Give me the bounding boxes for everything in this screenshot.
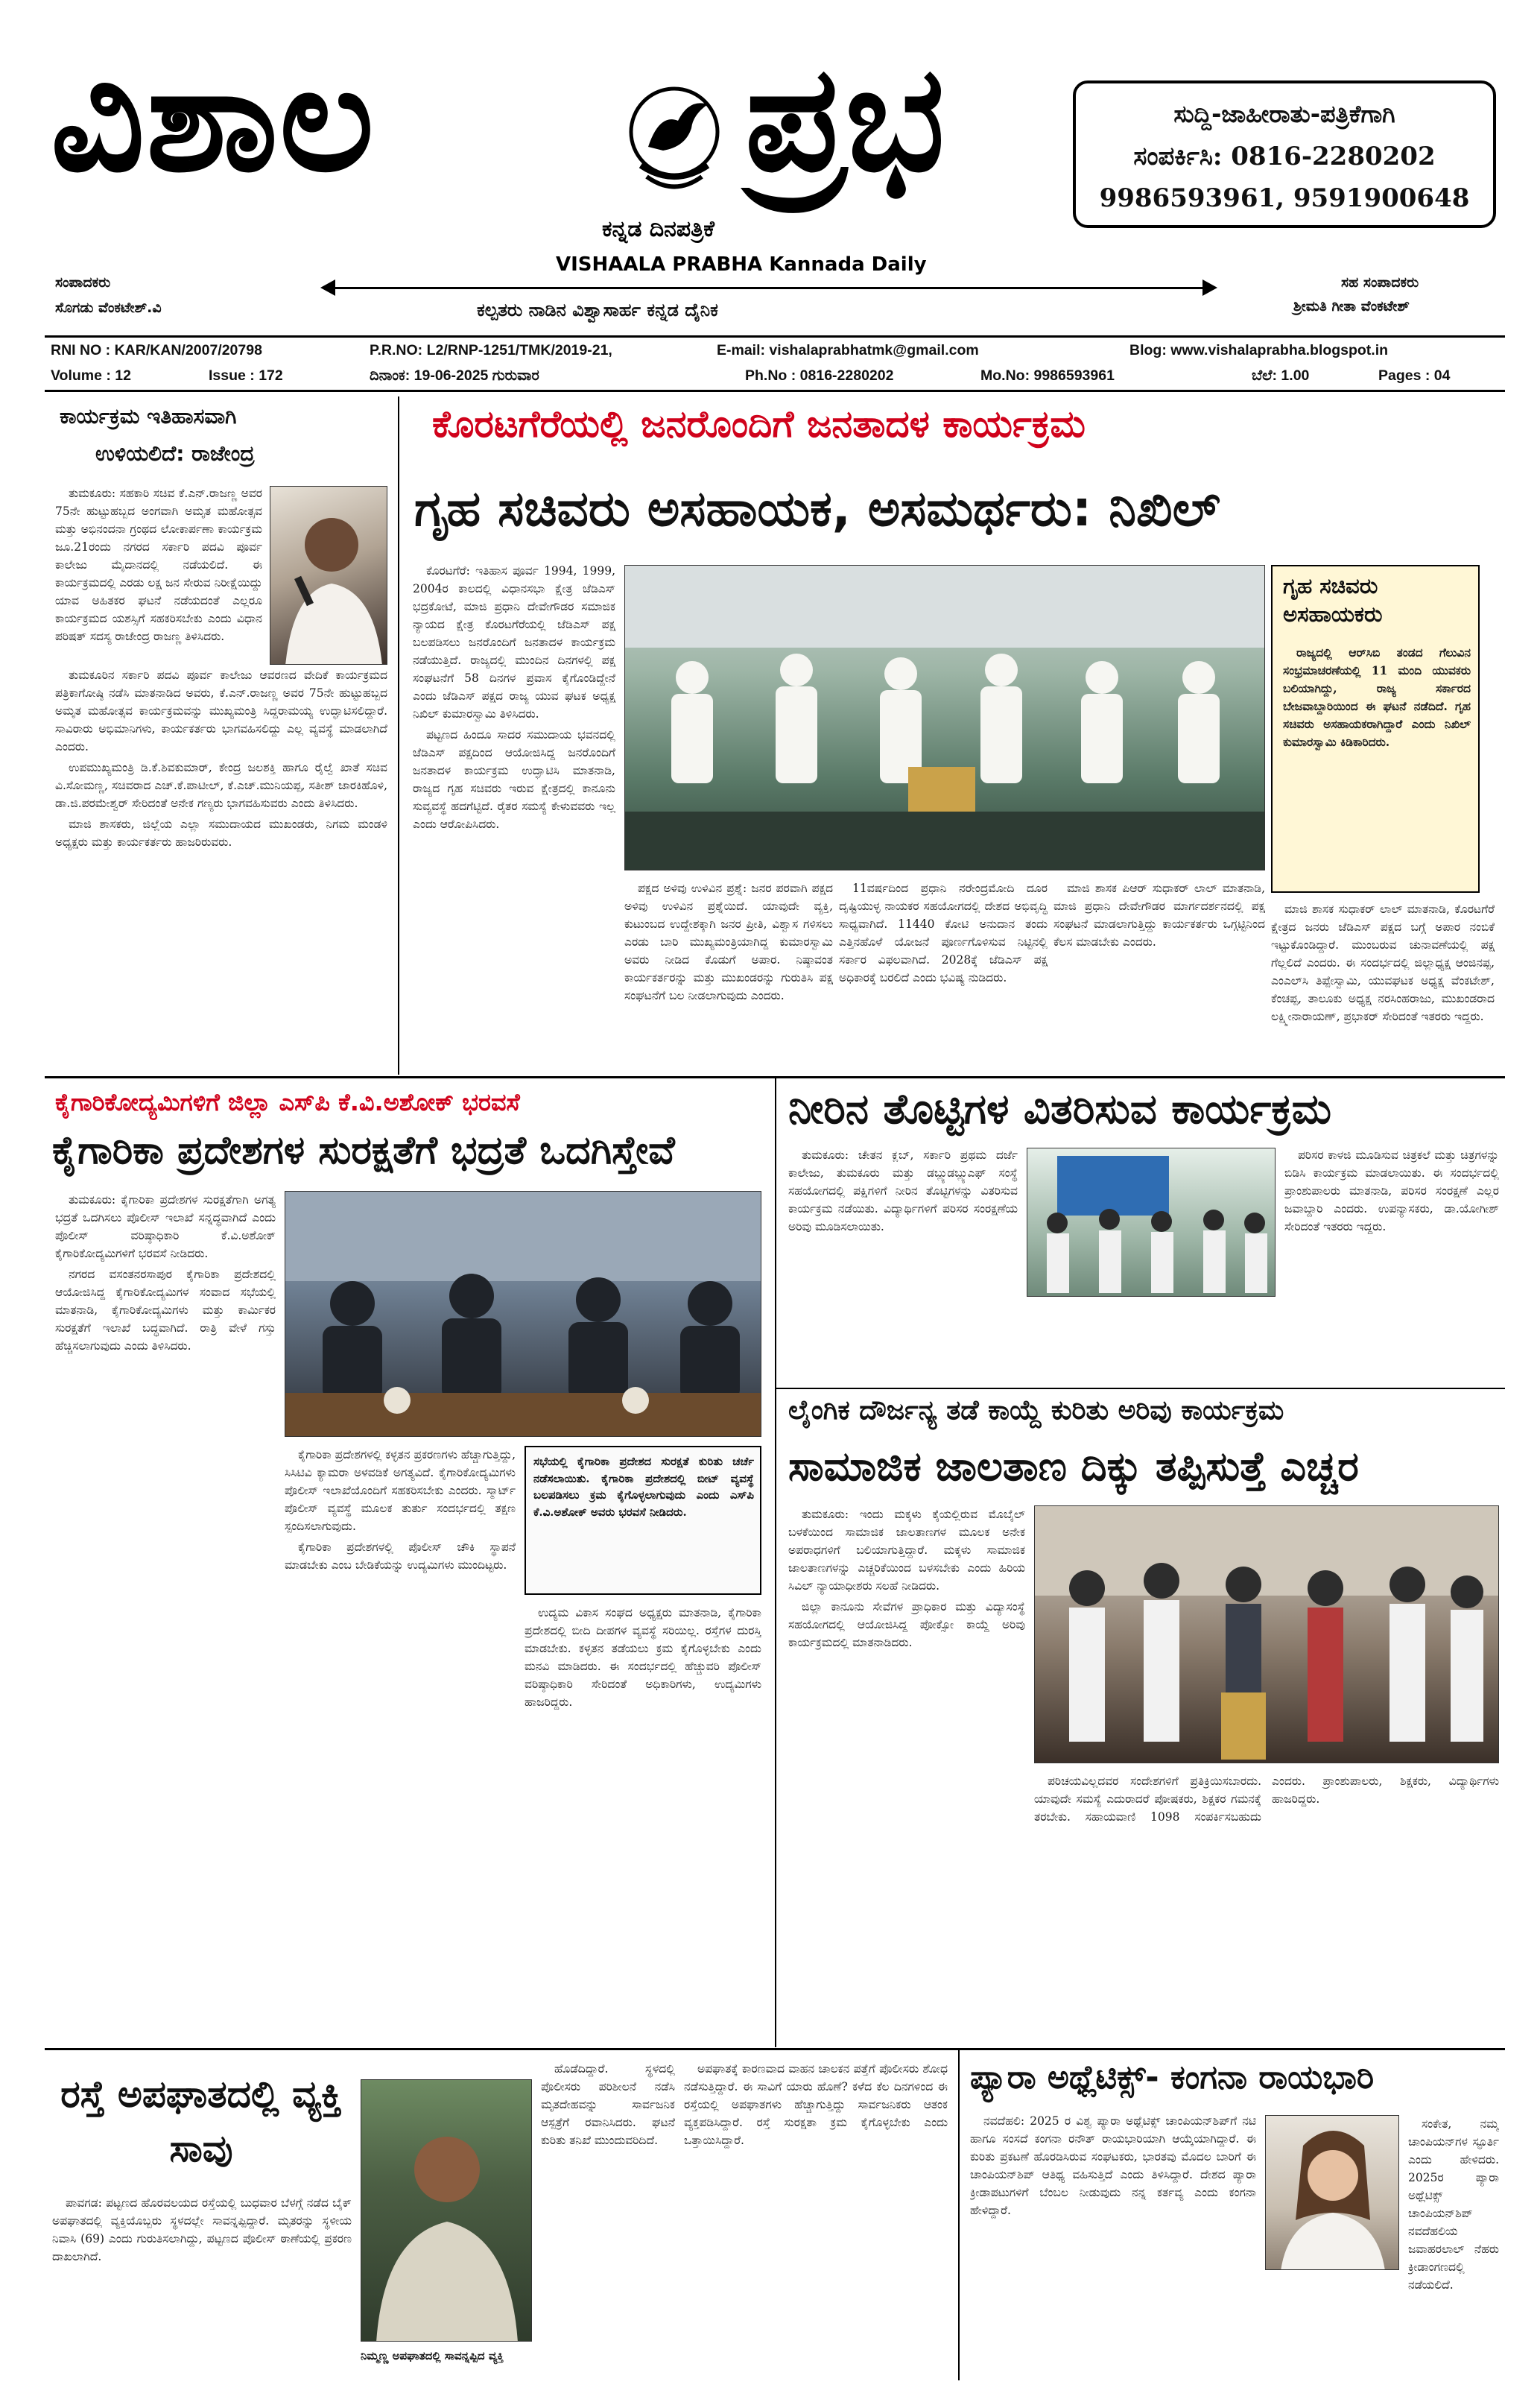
volume: Volume : 12 bbox=[51, 367, 132, 384]
top-story-col-2-p1: ಪಕ್ಷದ ಅಳಿವು ಉಳಿವಿನ ಪ್ರಶ್ನೆ: ಜನರ ಪರವಾಗಿ ಪಕ್ಷದ ಅಳಿವು ಉಳಿವಿನ ಪ್ರಶ್ನೆಯಿದೆ. ಯಾವುದೇ ವ್ಯಕ್ತಿ, ಕುಟುಂಬದ ಉದ್ದೇಶಕ್ಕಾಗಿ ಜನರ ಪ್ರೀತಿ, ವಿಶ್ವಾಸ ಗಳಿಸಲು ಎರಡು ಬಾರಿ ಮುಖ್ಯಮಂತ್ರಿಯಾಗಿದ್ದ ಕುಮಾರಸ್ವಾಮಿ ಅವರು ನೀಡಿದ ಕೊಡುಗೆ ಅಪಾರ. ನಿಷ್ಠಾವಂತ ಕಾರ್ಯಕರ್ತರನ್ನು ಮತ್ತು ಮುಖಂಡರನ್ನು ಗುರುತಿಸಿ ಪಕ್ಷ ಸಂಘಟನೆಗೆ ಬಲ ನೀಡಲಾಗುವುದು ಎಂದರು. bbox=[624, 882, 833, 1003]
top-story-col-1-p2: ಪಟ್ಟಣದ ಹಿಂದೂ ಸಾದರ ಸಮುದಾಯ ಭವನದಲ್ಲಿ ಜೆಡಿಎಸ್ ಪಕ್ಷದಿಂದ ಆಯೋಜಿಸಿದ್ದ ಜನರೊಂದಿಗೆ ಜನತಾದಳ ಕಾರ್ಯಕ್ರಮ ಉದ್ಘಾಟಿಸಿ ಮಾತನಾಡಿ, ರಾಜ್ಯದ ಗೃಹ ಸಚಿವರು ಇರುವ ಕ್ಷೇತ್ರದಲ್ಲಿ ಕಾನೂನು ಸುವ್ಯವಸ್ಥೆ ಹದಗೆಟ್ಟಿದೆ. ರೈತರ ಸಮಸ್ಯೆ ಕೇಳುವವರು ಇಲ್ಲ ಎಂದು ಆರೋಪಿಸಿದರು. bbox=[413, 728, 615, 832]
phone: Ph.No : 0816-2280202 bbox=[745, 367, 894, 384]
pr-number: P.R.NO: L2/RNP-1251/TMK/2019-21, bbox=[370, 342, 612, 358]
sports-body-text: ನವದೆಹಲಿ: 2025 ರ ವಿಶ್ವ ಪ್ಯಾರಾ ಅಥ್ಲೆಟಿಕ್ಸ್ ಚಾಂಪಿಯನ್‌ಶಿಪ್‌ಗೆ ನಟಿ ಹಾಗೂ ಸಂಸದೆ ಕಂಗನಾ ರನೌತ್ ರಾಯಭಾರಿಯಾಗಿ ಆಯ್ಕೆಯಾಗಿದ್ದಾರೆ. ಈ ಕುರಿತು ಪ್ರಕಟಣೆ ಹೊರಡಿಸಿರುವ ಸಂಘಟಕರು, ಭಾರತವು ಮೊದಲ ಬಾರಿಗೆ ಈ ಚಾಂಪಿಯನ್‌ಶಿಪ್ ಆತಿಥ್ಯ ವಹಿಸುತ್ತಿದೆ ಎಂದು ತಿಳಿಸಿದ್ದಾರೆ. ದೇಶದ ಪ್ಯಾರಾ ಕ್ರೀಡಾಪಟುಗಳಿಗೆ ಬೆಂಬಲ ನೀಡುವುದು ನನ್ನ ಕರ್ತವ್ಯ ಎಂದು ಕಂಗನಾ ಹೇಳಿದ್ದಾರೆ. bbox=[970, 2114, 1256, 2218]
industry-story bbox=[45, 1082, 771, 2044]
water-story bbox=[781, 1082, 1505, 1380]
industry-col-2-p1: ಕೈಗಾರಿಕಾ ಪ್ರದೇಶಗಳಲ್ಲಿ ಕಳ್ಳತನ ಪ್ರಕರಣಗಳು ಹೆಚ್ಚಾಗುತ್ತಿದ್ದು, ಸಿಸಿಟಿವಿ ಕ್ಯಾಮರಾ ಅಳವಡಿಕೆ ಅಗತ್ಯವಿದೆ. ಕೈಗಾರಿಕೋದ್ಯಮಿಗಳು ಪೊಲೀಸ್ ಇಲಾಖೆಯೊಂದಿಗೆ ಸಹಕರಿಸಬೇಕು ಎಂದರು. ಸ್ಮಾರ್ಟ್ ಪೊಲೀಸ್ ವ್ಯವಸ್ಥೆ ಮೂಲಕ ತುರ್ತು ಸಂದರ್ಭದಲ್ಲಿ ತಕ್ಷಣ ಸ್ಪಂದಿಸಲಾಗುವುದು. bbox=[285, 1448, 516, 1534]
ad-line-3: 9986593961, 9591900648 bbox=[1099, 183, 1470, 213]
dove-logo bbox=[618, 69, 730, 210]
sports-story bbox=[963, 2052, 1505, 2380]
industry-caption-box bbox=[525, 1446, 761, 1595]
left-story-body-2: ತುಮಕೂರಿನ ಸರ್ಕಾರಿ ಪದವಿ ಪೂರ್ವ ಕಾಲೇಜು ಆವರಣದ ವೇದಿಕೆ ಕಾರ್ಯಕ್ರಮದ ಪತ್ರಿಕಾಗೋಷ್ಠಿ ನಡೆಸಿ ಮಾತನಾಡಿದ ಅವರು, ಕೆ.ಎನ್.ರಾಜಣ್ಣ ಅವರ 75ನೇ ಹುಟ್ಟುಹಬ್ಬದ ಅಮೃತ ಮಹೋತ್ಸವ ಕಾರ್ಯಕ್ರಮವನ್ನು ಮುಖ್ಯಮಂತ್ರಿ ಸಿದ್ದರಾಮಯ್ಯ ಉದ್ಘಾಟಿಸಲಿದ್ದಾರೆ. ಸಾವಿರಾರು ಅಭಿಮಾನಿಗಳು, ಕಾರ್ಯಕರ್ತರು ಭಾಗವಹಿಸಲಿದ್ದು ಎಲ್ಲ ವ್ಯವಸ್ಥೆ ಮಾಡಲಾಗಿದೆ ಎಂದರು. bbox=[55, 669, 387, 754]
left-story-body-3: ಉಪಮುಖ್ಯಮಂತ್ರಿ ಡಿ.ಕೆ.ಶಿವಕುಮಾರ್, ಕೇಂದ್ರ ಜಲಶಕ್ತಿ ಹಾಗೂ ರೈಲ್ವೆ ಖಾತೆ ಸಚಿವ ವಿ.ಸೋಮಣ್ಣ, ಸಚಿವರಾದ ಎಚ್.ಕೆ.ಪಾಟೀಲ್, ಕೆ.ಎಚ್.ಮುನಿಯಪ್ಪ, ಸತೀಶ್ ಜಾರಕಿಹೊಳಿ, ಡಾ.ಜಿ.ಪರಮೇಶ್ವರ್ ಸೇರಿದಂತೆ ಅನೇಕ ಗಣ್ಯರು ಭಾಗವಹಿಸುವರು ಎಂದು ತಿಳಿಸಿದರು. bbox=[55, 761, 387, 811]
awareness-kicker: ಲೈಂಗಿಕ ದೌರ್ಜನ್ಯ ತಡೆ ಕಾಯ್ದೆ ಕುರಿತು ಅರಿವು ಕಾರ್ಯಕ್ರಮ bbox=[788, 1395, 1284, 1426]
accident-side bbox=[541, 2060, 675, 2342]
info-bar bbox=[45, 335, 1505, 392]
top-story-col-4-p1: ಮಾಜಿ ಶಾಸಕ ಸುಧಾಕರ್ ಲಾಲ್ ಮಾತನಾಡಿ, ಕೊರಟಗೆರೆ ಕ್ಷೇತ್ರದ ಜನರು ಜೆಡಿಎಸ್ ಪಕ್ಷದ ಬಗ್ಗೆ ಅಪಾರ ನಂಬಿಕೆ ಇಟ್ಟುಕೊಂಡಿದ್ದಾರೆ. ಮುಂಬರುವ ಚುನಾವಣೆಯಲ್ಲಿ ಪಕ್ಷ ಗೆಲ್ಲಲಿದೆ ಎಂದರು. ಈ ಸಂದರ್ಭದಲ್ಲಿ ಜಿಲ್ಲಾಧ್ಯಕ್ಷ ಆಂಜಿನಪ್ಪ, ಎಂಎಲ್‌ಸಿ ತಿಪ್ಪೇಸ್ವಾಮಿ, ಯುವಘಟಕ ಅಧ್ಯಕ್ಷ ವೆಂಕಟೇಶ್, ಕೆಂಚಪ್ಪ, ತಾಲೂಕು ಅಧ್ಯಕ್ಷ ನರಸಿಂಹರಾಜು, ಮುಖಂಡರಾದ ಲಕ್ಷ್ಮೀನಾರಾಯಣ್, ಪ್ರಭಾಕರ್ ಸೇರಿದಂತೆ ಇತರರು ಇದ್ದರು. bbox=[1271, 903, 1495, 1024]
coeditor-label: ಸಹ ಸಂಪಾದಕರು bbox=[1341, 274, 1419, 291]
awareness-col-2-p1: ಪರಿಚಯವಿಲ್ಲದವರ ಸಂದೇಶಗಳಿಗೆ ಪ್ರತಿಕ್ರಿಯಿಸಬಾರದು. ಯಾವುದೇ ಸಮಸ್ಯೆ ಎದುರಾದರೆ ಪೋಷಕರು, ಶಿಕ್ಷಕರ ಗಮನಕ್ಕೆ ತರಬೇಕು. ಸಹಾಯವಾಣಿ 1098 ಸಂಪರ್ಕಿಸಬಹುದು ಎಂದರು. ಪ್ರಾಂಶುಪಾಲರು, ಶಿಕ್ಷಕರು, ವಿದ್ಯಾರ್ಥಿಗಳು ಹಾಜರಿದ್ದರು. bbox=[1034, 1774, 1499, 1824]
awareness-headline: ಸಾಮಾಜಿಕ ಜಾಲತಾಣ ದಿಕ್ಕು ತಪ್ಪಿಸುತ್ತೆ ಎಚ್ಚರ bbox=[788, 1443, 1359, 1490]
left-story-head-2: ಉಳಿಯಲಿದೆ: ರಾಜೇಂದ್ರ bbox=[95, 441, 255, 466]
sports-headline: ಪ್ಯಾರಾ ಅಥ್ಲೆಟಿಕ್ಸ್- ಕಂಗನಾ ರಾಯಭಾರಿ bbox=[970, 2058, 1375, 2096]
water-headline: ನೀರಿನ ತೊಟ್ಟಿಗಳ ವಿತರಿಸುವ ಕಾರ್ಯಕ್ರಮ bbox=[788, 1085, 1332, 1134]
accident-caption: ನಿಮ್ಮಣ್ಣ ಅಪಘಾತದಲ್ಲಿ ಸಾವನ್ನಪ್ಪಿದ ವ್ಯಕ್ತಿ bbox=[361, 2349, 504, 2362]
date: ದಿನಾಂಕ: 19-06-2025 ಗುರುವಾರ bbox=[370, 367, 539, 384]
mobile: Mo.No: 9986593961 bbox=[980, 367, 1115, 384]
industry-caption: ಸಭೆಯಲ್ಲಿ ಕೈಗಾರಿಕಾ ಪ್ರದೇಶದ ಸುರಕ್ಷತೆ ಕುರಿತು ಚರ್ಚೆ ನಡೆಸಲಾಯಿತು. ಕೈಗಾರಿಕಾ ಪ್ರದೇಶದಲ್ಲಿ ಬೀಟ್ ವ್ಯವಸ್ಥೆ ಬಲಪಡಿಸಲು ಕ್ರಮ ಕೈಗೊಳ್ಳಲಾಗುವುದು ಎಂದು ಎಸ್‌ಪಿ ಕೆ.ವಿ.ಅಶೋಕ್ ಅವರು ಭರವಸೆ ನೀಡಿದರು. bbox=[533, 1455, 754, 1519]
water-col-2 bbox=[1284, 1146, 1499, 1376]
top-story-headline: ಗೃಹ ಸಚಿವರು ಅಸಹಾಯಕ, ಅಸಮರ್ಥರು: ನಿಖಿಲ್ bbox=[414, 480, 1220, 537]
top-story-col-1-p1: ಕೊರಟಗೆರೆ: ಇತಿಹಾಸ ಪೂರ್ವ 1994, 1999, 2004ರ ಕಾಲದಲ್ಲಿ ವಿಧಾನಸಭಾ ಕ್ಷೇತ್ರ ಜೆಡಿಎಸ್ ಭದ್ರಕೋಟೆ, ಮಾಜಿ ಪ್ರಧಾನಿ ದೇವೇಗೌಡರ ಸಮಾಜಿಕ ನ್ಯಾಯದ ಕ್ಷೇತ್ರ ಕೊರಟಗೆರೆಯಲ್ಲಿ ಜೆಡಿಎಸ್ ಪಕ್ಷ ಬಲಪಡಿಸಲು ಜನರೊಂದಿಗೆ ಜನತಾದಳ ಕಾರ್ಯಕ್ರಮ ನಡೆಯುತ್ತಿದೆ. ರಾಜ್ಯದಲ್ಲಿ ಮುಂದಿನ ದಿನಗಳಲ್ಲಿ ಪಕ್ಷ ಸಂಘಟನೆಗೆ 58 ದಿನಗಳ ಪ್ರವಾಸ ಕೈಗೊಂಡಿದ್ದೇನೆ ಎಂದು ಜೆಡಿಎಸ್ ಪಕ್ಷದ ರಾಜ್ಯ ಯುವ ಘಟಕ ಅಧ್ಯಕ್ಷ ನಿಖಿಲ್ ಕುಮಾರಸ್ವಾಮಿ ತಿಳಿಸಿದರು. bbox=[413, 564, 615, 721]
awareness-col-1-p1: ತುಮಕೂರು: ಇಂದು ಮಕ್ಕಳು ಕೈಯಲ್ಲಿರುವ ಮೊಬೈಲ್ ಬಳಕೆಯಿಂದ ಸಾಮಾಜಿಕ ಜಾಲತಾಣಗಳ ಮೂಲಕ ಅನೇಕ ಅಪರಾಧಗಳಿಗೆ ಬಲಿಯಾಗುತ್ತಿದ್ದಾರೆ. ಮಕ್ಕಳು ಸಾಮಾಜಿಕ ಜಾಲತಾಣಗಳನ್ನು ಎಚ್ಚರಿಕೆಯಿಂದ ಬಳಸಬೇಕು ಎಂದು ಹಿರಿಯ ಸಿವಿಲ್ ನ್ಯಾಯಾಧೀಶರು ಸಲಹೆ ನೀಡಿದರು. bbox=[788, 1508, 1025, 1593]
left-story bbox=[45, 396, 395, 1075]
tagline-arrow-left bbox=[320, 279, 335, 296]
top-story-kicker: ಕೊರಟಗೆರೆಯಲ್ಲಿ ಜನರೊಂದಿಗೆ ಜನತಾದಳ ಕಾರ್ಯಕ್ರಮ bbox=[432, 402, 1086, 446]
top-story bbox=[402, 396, 1505, 1075]
awareness-story bbox=[781, 1394, 1505, 2044]
industry-headline: ಕೈಗಾರಿಕಾ ಪ್ರದೇಶಗಳ ಸುರಕ್ಷತೆಗೆ ಭದ್ರತೆ ಒದಗಿಸ್ತೇವೆ bbox=[52, 1128, 675, 1173]
email: E-mail: vishalaprabhatmk@gmail.com bbox=[717, 342, 979, 358]
top-story-col-4 bbox=[1271, 900, 1495, 1069]
left-column-divider bbox=[398, 396, 399, 1075]
editor-label: ಸಂಪಾದಕರು bbox=[55, 274, 111, 291]
industry-photo bbox=[285, 1191, 761, 1437]
rajendra-photo bbox=[270, 486, 387, 665]
editor-name: ಸೊಗಡು ವೆಂಕಟೇಶ್.ವಿ bbox=[55, 300, 162, 316]
industry-col-3 bbox=[525, 1604, 761, 2035]
top-story-photo bbox=[624, 565, 1265, 870]
accident-col-3 bbox=[684, 2060, 948, 2376]
water-col-1-p1: ತುಮಕೂರು: ಚೇತನ ಕ್ಲಬ್, ಸರ್ಕಾರಿ ಪ್ರಥಮ ದರ್ಜೆ ಕಾಲೇಜು, ತುಮಕೂರು ಮತ್ತು ಡಬ್ಲ್ಯುಡಬ್ಲ್ಯುಎಫ್ ಸಂಸ್ಥೆ ಸಹಯೋಗದಲ್ಲಿ ಪಕ್ಷಿಗಳಿಗೆ ನೀರಿನ ತೊಟ್ಟಿಗಳನ್ನು ವಿತರಿಸುವ ಕಾರ್ಯಕ್ರಮ ನಡೆಯಿತು. ವಿದ್ಯಾರ್ಥಿಗಳಿಗೆ ಪರಿಸರ ಸಂರಕ್ಷಣೆಯ ಅರಿವು ಮೂಡಿಸಲಾಯಿತು. bbox=[788, 1148, 1018, 1234]
masthead-subtitle-kn: ಕನ್ನಡ ದಿನಪತ್ರಿಕೆ bbox=[602, 216, 714, 242]
mid-column-divider bbox=[775, 1078, 776, 2047]
accident-col-3-text: ಅಪಘಾತಕ್ಕೆ ಕಾರಣವಾದ ವಾಹನ ಚಾಲಕನ ಪತ್ತೆಗೆ ಪೊಲೀಸರು ಶೋಧ ನಡೆಸುತ್ತಿದ್ದಾರೆ. ಈ ಸಾವಿಗೆ ಯಾರು ಹೊಣೆ? ಕಳೆದ ಕೆಲ ದಿನಗಳಿಂದ ಈ ರಸ್ತೆಯಲ್ಲಿ ಅಪಘಾತಗಳು ಹೆಚ್ಚಾಗುತ್ತಿದ್ದು ಸಾರ್ವಜನಿಕರು ಆತಂಕ ವ್ಯಕ್ತಪಡಿಸಿದ್ದಾರೆ. ರಸ್ತೆ ಸುರಕ್ಷತಾ ಕ್ರಮ ಕೈಗೊಳ್ಳಬೇಕು ಎಂದು ಒತ್ತಾಯಿಸಿದ್ದಾರೆ. bbox=[684, 2062, 948, 2148]
top-story-col-3b bbox=[1053, 879, 1265, 1069]
left-story-head-1: ಕಾರ್ಯಕ್ರಮ ಇತಿಹಾಸವಾಗಿ bbox=[60, 404, 237, 429]
water-photo bbox=[1027, 1148, 1276, 1297]
left-story-col-b bbox=[55, 666, 387, 1069]
home-minister-box-body bbox=[1283, 644, 1471, 886]
sports-body bbox=[970, 2112, 1256, 2376]
water-rule bbox=[776, 1388, 1505, 1389]
accident-headline: ರಸ್ತೆ ಅಪಘಾತದಲ್ಲಿ ವ್ಯಕ್ತಿ ಸಾವು bbox=[60, 2073, 342, 2170]
top-story-col-3-p1: 11ವರ್ಷದಿಂದ ಪ್ರಧಾನಿ ನರೇಂದ್ರಮೋದಿ ದೂರ ದೃಷ್ಟಿಯುಳ್ಳ ನಾಯಕರ ಸಹಯೋಗದಲ್ಲಿ ದೇಶದ ಅಭಿವೃದ್ಧಿ ಸಾಧ್ಯವಾಗಿದೆ. 11440 ಕೋಟಿ ಅನುದಾನ ತಂದು ಎತ್ತಿನಹೊಳೆ ಯೋಜನೆ ಪೂರ್ಣಗೊಳಿಸುವ ನಿಟ್ಟಿನಲ್ಲಿ ಸರ್ಕಾರ ವಿಫಲವಾಗಿದೆ. 2028ಕ್ಕೆ ಜೆಡಿಎಸ್ ಪಕ್ಷ ಅಧಿಕಾರಕ್ಕೆ ಬರಲಿದೆ ಎಂದು ಭವಿಷ್ಯ ನುಡಿದರು. bbox=[839, 882, 1048, 985]
awareness-col-1 bbox=[788, 1505, 1025, 2036]
industry-col-2 bbox=[285, 1446, 516, 2035]
left-story-body-4: ಮಾಜಿ ಶಾಸಕರು, ಜಿಲ್ಲೆಯ ಎಲ್ಲಾ ಸಮುದಾಯದ ಮುಖಂಡರು, ನಿಗಮ ಮಂಡಳಿ ಅಧ್ಯಕ್ಷರು ಮತ್ತು ಕಾರ್ಯಕರ್ತರು ಹಾಜರಿರುವರು. bbox=[55, 818, 387, 850]
accident-victim-photo bbox=[361, 2079, 532, 2342]
home-minister-box-title: ಗೃಹ ಸಚಿವರು ಅಸಹಾಯಕರು bbox=[1283, 573, 1383, 627]
industry-col-1 bbox=[55, 1191, 276, 2033]
industry-col-1-p2: ನಗರದ ವಸಂತನರಸಾಪುರ ಕೈಗಾರಿಕಾ ಪ್ರದೇಶದಲ್ಲಿ ಆಯೋಜಿಸಿದ್ದ ಕೈಗಾರಿಕೋದ್ಯಮಿಗಳ ಸಂವಾದ ಸಭೆಯಲ್ಲಿ ಮಾತನಾಡಿ, ಕೈಗಾರಿಕೋದ್ಯಮಿಗಳು ಮತ್ತು ಕಾರ್ಮಿಕರ ಸುರಕ್ಷತೆಗೆ ಇಲಾಖೆ ಬದ್ಧವಾಗಿದೆ. ರಾತ್ರಿ ವೇಳೆ ಗಸ್ತು ಹೆಚ್ಚಿಸಲಾಗುವುದು ಎಂದು ತಿಳಿಸಿದರು. bbox=[55, 1268, 276, 1353]
tagline: ಕಲ್ಪತರು ನಾಡಿನ ವಿಶ್ವಾಸಾರ್ಹ ಕನ್ನಡ ದೈನಿಕ bbox=[477, 300, 718, 320]
accident-side-text: ಹೊಡೆದಿದ್ದಾರೆ. ಸ್ಥಳದಲ್ಲಿ ಪೊಲೀಸರು ಪರಿಶೀಲನೆ ನಡೆಸಿ ಮೃತದೇಹವನ್ನು ಸಾರ್ವಜನಿಕ ಆಸ್ಪತ್ರೆಗೆ ರವಾನಿಸಿದರು. ಘಟನೆ ಕುರಿತು ತನಿಖೆ ಮುಂದುವರಿದಿದೆ. bbox=[541, 2062, 675, 2148]
ad-line-1: ಸುದ್ದಿ-ಜಾಹೀರಾತು-ಪತ್ರಿಕೆಗಾಗಿ bbox=[1173, 100, 1395, 128]
masthead-title-right: ಪ್ರಭ bbox=[745, 34, 945, 204]
industry-col-1-p1: ತುಮಕೂರು: ಕೈಗಾರಿಕಾ ಪ್ರದೇಶಗಳ ಸುರಕ್ಷತೆಗಾಗಿ ಅಗತ್ಯ ಭದ್ರತೆ ಒದಗಿಸಲು ಪೊಲೀಸ್ ಇಲಾಖೆ ಸನ್ನದ್ಧವಾಗಿದೆ ಎಂದು ಪೊಲೀಸ್ ವರಿಷ್ಠಾಧಿಕಾರಿ ಕೆ.ವಿ.ಅಶೋಕ್ ಕೈಗಾರಿಕೋದ್ಯಮಿಗಳಿಗೆ ಭರವಸೆ ನೀಡಿದರು. bbox=[55, 1193, 276, 1261]
blog: Blog: www.vishalaprabha.blogspot.in bbox=[1129, 342, 1389, 358]
issue: Issue : 172 bbox=[209, 367, 283, 384]
ad-line-2: ಸಂಪರ್ಕಿಸಿ: 0816-2280202 bbox=[1133, 142, 1436, 171]
top-story-col-3b-p1: ಮಾಜಿ ಶಾಸಕ ಪಿಆರ್ ಸುಧಾಕರ್ ಲಾಲ್ ಮಾತನಾಡಿ, ಮಾಜಿ ಪ್ರಧಾನಿ ದೇವೇಗೌಡರ ಮಾರ್ಗದರ್ಶನದಲ್ಲಿ ಪಕ್ಷ ಸಂಘಟನೆ ಮಾಡಲಾಗುತ್ತಿದ್ದು ಕಾರ್ಯಕರ್ತರು ಒಗ್ಗಟ್ಟಿನಿಂದ ಕೆಲಸ ಮಾಡಬೇಕು ಎಂದರು. bbox=[1053, 882, 1265, 949]
awareness-col-1-p2: ಜಿಲ್ಲಾ ಕಾನೂನು ಸೇವೆಗಳ ಪ್ರಾಧಿಕಾರ ಮತ್ತು ವಿದ್ಯಾಸಂಸ್ಥೆ ಸಹಯೋಗದಲ್ಲಿ ಆಯೋಜಿಸಿದ್ದ ಪೋಕ್ಸೋ ಕಾಯ್ದೆ ಅರಿವು ಕಾರ್ಯಕ್ರಮದಲ್ಲಿ ಮಾತನಾಡಿದರು. bbox=[788, 1600, 1025, 1650]
contact-ad-box bbox=[1073, 80, 1496, 228]
top-story-col-2 bbox=[624, 879, 833, 1069]
industry-col-2-p2: ಕೈಗಾರಿಕಾ ಪ್ರದೇಶಗಳಲ್ಲಿ ಪೊಲೀಸ್ ಚೌಕಿ ಸ್ಥಾಪನೆ ಮಾಡಬೇಕು ಎಂಬ ಬೇಡಿಕೆಯನ್ನು ಉದ್ಯಮಿಗಳು ಮುಂದಿಟ್ಟರು. bbox=[285, 1540, 516, 1573]
price: ಬೆಲೆ: 1.00 bbox=[1252, 367, 1310, 384]
bottom-column-divider bbox=[958, 2050, 960, 2380]
accident-story bbox=[45, 2052, 955, 2380]
masthead-title-left: ವಿಶಾಲ bbox=[51, 34, 376, 204]
sports-side-text: ಸಂಕೇತ, ನಮ್ಮ ಚಾಂಪಿಯನ್‌ಗಳ ಸ್ಫೂರ್ತಿ ಎಂದು ಹೇಳಿದರು. 2025ರ ಪ್ಯಾರಾ ಅಥ್ಲೆಟಿಕ್ಸ್ ಚಾಂಪಿಯನ್‌ಶಿಪ್ ನವದೆಹಲಿಯ ಜವಾಹರಲಾಲ್ ನೆಹರು ಕ್ರೀಡಾಂಗಣದಲ್ಲಿ ನಡೆಯಲಿದೆ. bbox=[1408, 2117, 1499, 2292]
kangana-photo bbox=[1265, 2115, 1399, 2270]
industry-kicker: ಕೈಗಾರಿಕೋದ್ಯಮಿಗಳಿಗೆ ಜಿಲ್ಲಾ ಎಸ್‌ಪಿ ಕೆ.ವಿ.ಅಶೋಕ್ ಭರವಸೆ bbox=[55, 1088, 520, 1116]
awareness-col-2 bbox=[1034, 1772, 1499, 2036]
water-col-1 bbox=[788, 1146, 1018, 1376]
home-minister-box-text: ರಾಜ್ಯದಲ್ಲಿ ಆರ್‌ಸಿಬಿ ತಂಡದ ಗೆಲುವಿನ ಸಂಭ್ರಮಾಚರಣೆಯಲ್ಲಿ 11 ಮಂದಿ ಯುವಕರು ಬಲಿಯಾಗಿದ್ದು, ರಾಜ್ಯ ಸರ್ಕಾರದ ಬೇಜವಾಬ್ದಾರಿಯಿಂದ ಈ ಘಟನೆ ನಡೆದಿದೆ. ಗೃಹ ಸಚಿವರು ಅಸಹಾಯಕರಾಗಿದ್ದಾರೆ ಎಂದು ನಿಖಿಲ್ ಕುಮಾರಸ್ವಾಮಿ ಕಿಡಿಕಾರಿದರು. bbox=[1283, 645, 1471, 750]
masthead-subtitle-en: VISHAALA PRABHA Kannada Daily bbox=[556, 253, 927, 276]
rni-number: RNI NO : KAR/KAN/2007/20798 bbox=[51, 342, 262, 358]
coeditor-name: ಶ್ರೀಮತಿ ಗೀತಾ ವೆಂಕಟೇಶ್ bbox=[1293, 298, 1410, 315]
left-story-col-a bbox=[55, 484, 262, 663]
home-minister-box bbox=[1271, 565, 1480, 893]
sports-side bbox=[1408, 2115, 1499, 2376]
top-story-col-3 bbox=[839, 879, 1048, 1069]
top-story-col-1 bbox=[413, 562, 615, 1069]
tagline-rule bbox=[328, 287, 1207, 289]
accident-body-text: ಪಾವಗಡ: ಪಟ್ಟಣದ ಹೊರವಲಯದ ರಸ್ತೆಯಲ್ಲಿ ಬುಧವಾರ ಬೆಳಗ್ಗೆ ನಡೆದ ಬೈಕ್ ಅಪಘಾತದಲ್ಲಿ ವ್ಯಕ್ತಿಯೊಬ್ಬರು ಸ್ಥಳದಲ್ಲೇ ಸಾವನ್ನಪ್ಪಿದ್ದಾರೆ. ಮೃತರನ್ನು ಸ್ಥಳೀಯ ನಿವಾಸಿ (69) ಎಂದು ಗುರುತಿಸಲಾಗಿದ್ದು, ಪಟ್ಟಣದ ಪೊಲೀಸ್ ಠಾಣೆಯಲ್ಲಿ ಪ್ರಕರಣ ದಾಖಲಾಗಿದೆ. bbox=[52, 2196, 352, 2264]
left-story-body-1: ತುಮಕೂರು: ಸಹಕಾರಿ ಸಚಿವ ಕೆ.ಎನ್.ರಾಜಣ್ಣ ಅವರ 75ನೇ ಹುಟ್ಟುಹಬ್ಬದ ಅಂಗವಾಗಿ ಅಮೃತ ಮಹೋತ್ಸವ ಮತ್ತು ಅಭಿನಂದನಾ ಗ್ರಂಥದ ಲೋಕಾರ್ಪಣಾ ಕಾರ್ಯಕ್ರಮ ಜೂ.21ರಂದು ನಗರದ ಸರ್ಕಾರಿ ಪದವಿ ಪೂರ್ವ ಕಾಲೇಜು ಮೈದಾನದಲ್ಲಿ ನಡೆಯಲಿದೆ. ಈ ಕಾರ್ಯಕ್ರಮದಲ್ಲಿ ಎರಡು ಲಕ್ಷ ಜನ ಸೇರುವ ನಿರೀಕ್ಷೆಯಿದ್ದು ಯಾವ ಅಹಿತಕರ ಘಟನೆ ನಡೆಯದಂತೆ ಎಲ್ಲರೂ ಕಾರ್ಯಕ್ರಮದ ಯಶಸ್ಸಿಗೆ ಸಹಕರಿಸಬೇಕು ಎಂದು ವಿಧಾನ ಪರಿಷತ್ ಸದಸ್ಯ ರಾಜೇಂದ್ರ ರಾಜಣ್ಣ ತಿಳಿಸಿದರು. bbox=[55, 487, 262, 644]
awareness-photo bbox=[1034, 1505, 1499, 1763]
industry-col-3-p1: ಉದ್ಯಮ ವಿಕಾಸ ಸಂಘದ ಅಧ್ಯಕ್ಷರು ಮಾತನಾಡಿ, ಕೈಗಾರಿಕಾ ಪ್ರದೇಶದಲ್ಲಿ ಬೀದಿ ದೀಪಗಳ ವ್ಯವಸ್ಥೆ ಸರಿಯಿಲ್ಲ. ರಸ್ತೆಗಳ ದುರಸ್ತಿ ಮಾಡಬೇಕು. ಕಳ್ಳತನ ತಡೆಯಲು ಕ್ರಮ ಕೈಗೊಳ್ಳಬೇಕು ಎಂದು ಮನವಿ ಮಾಡಿದರು. ಈ ಸಂದರ್ಭದಲ್ಲಿ ಹೆಚ್ಚುವರಿ ಪೊಲೀಸ್ ವರಿಷ್ಠಾಧಿಕಾರಿ ಸೇರಿದಂತೆ ಅಧಿಕಾರಿಗಳು, ಉದ್ಯಮಿಗಳು ಹಾಜರಿದ್ದರು. bbox=[525, 1606, 761, 1710]
bottom-rule bbox=[45, 2048, 1505, 2050]
water-col-2-p1: ಪರಿಸರ ಕಾಳಜಿ ಮೂಡಿಸುವ ಚಿತ್ರಕಲೆ ಮತ್ತು ಚಿತ್ರಗಳನ್ನು ಬಿಡಿಸಿ ಕಾರ್ಯಕ್ರಮ ಮಾಡಲಾಯಿತು. ಈ ಸಂದರ್ಭದಲ್ಲಿ ಪ್ರಾಂಶುಪಾಲರು ಮಾತನಾಡಿ, ಪರಿಸರ ಸಂರಕ್ಷಣೆ ಎಲ್ಲರ ಜವಾಬ್ದಾರಿ ಎಂದರು. ಉಪನ್ಯಾಸಕರು, ಡಾ.ಯೋಗೀಶ್ ಸೇರಿದಂತೆ ಇತರರು ಇದ್ದರು. bbox=[1284, 1148, 1499, 1234]
tagline-arrow-right bbox=[1202, 279, 1217, 296]
accident-body bbox=[52, 2194, 352, 2376]
masthead bbox=[0, 0, 1540, 335]
pages: Pages : 04 bbox=[1378, 367, 1451, 384]
